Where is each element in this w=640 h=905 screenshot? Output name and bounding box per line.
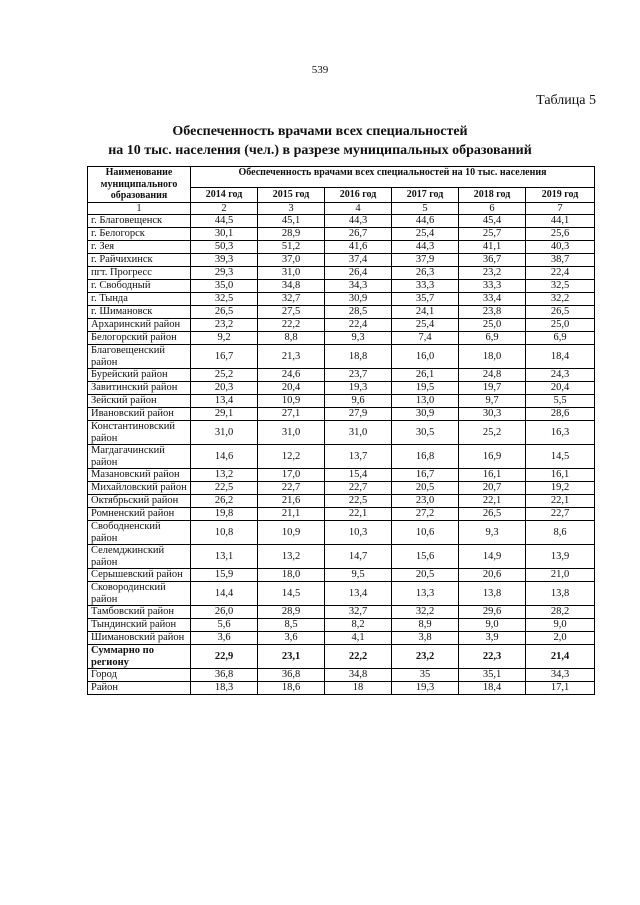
value-cell: 14,7 bbox=[325, 545, 392, 569]
municipality-name-cell: Город bbox=[88, 669, 191, 682]
value-cell: 33,3 bbox=[459, 280, 526, 293]
value-cell: 13,4 bbox=[325, 582, 392, 606]
municipality-name-cell: Селемджинский район bbox=[88, 545, 191, 569]
value-cell: 18,0 bbox=[258, 569, 325, 582]
value-cell: 36,8 bbox=[191, 669, 258, 682]
municipality-name-cell: Шимановский район bbox=[88, 632, 191, 645]
value-cell: 13,9 bbox=[526, 545, 595, 569]
value-cell: 27,5 bbox=[258, 306, 325, 319]
value-cell: 28,2 bbox=[526, 606, 595, 619]
municipality-name-cell: Завитинский район bbox=[88, 382, 191, 395]
column-index-cell: 1 bbox=[88, 202, 191, 215]
value-cell: 28,9 bbox=[258, 228, 325, 241]
table-row bbox=[88, 228, 595, 241]
value-cell: 44,3 bbox=[325, 215, 392, 228]
value-cell: 9,3 bbox=[325, 332, 392, 345]
value-cell: 13,2 bbox=[191, 469, 258, 482]
value-cell: 9,3 bbox=[459, 521, 526, 545]
value-cell: 22,5 bbox=[191, 482, 258, 495]
table-row bbox=[88, 545, 595, 569]
table-row bbox=[88, 445, 595, 469]
value-cell: 24,8 bbox=[459, 369, 526, 382]
value-cell: 30,9 bbox=[325, 293, 392, 306]
value-cell: 44,6 bbox=[392, 215, 459, 228]
value-cell: 33,3 bbox=[392, 280, 459, 293]
value-cell: 25,7 bbox=[459, 228, 526, 241]
value-cell: 22,2 bbox=[258, 319, 325, 332]
value-cell: 6,9 bbox=[526, 332, 595, 345]
value-cell: 3,9 bbox=[459, 632, 526, 645]
value-cell: 22,4 bbox=[526, 267, 595, 280]
value-cell: 21,6 bbox=[258, 495, 325, 508]
value-cell: 30,9 bbox=[392, 408, 459, 421]
value-cell: 39,3 bbox=[191, 254, 258, 267]
value-cell: 13,1 bbox=[191, 545, 258, 569]
municipality-name-cell: Бурейский район bbox=[88, 369, 191, 382]
table-row bbox=[88, 521, 595, 545]
value-cell: 22,3 bbox=[459, 645, 526, 669]
value-cell: 27,9 bbox=[325, 408, 392, 421]
value-cell: 29,3 bbox=[191, 267, 258, 280]
column-index-row bbox=[88, 202, 595, 215]
value-cell: 25,0 bbox=[459, 319, 526, 332]
column-index-cell: 3 bbox=[258, 202, 325, 215]
value-cell: 10,9 bbox=[258, 521, 325, 545]
municipality-name-cell: Сковородинский район bbox=[88, 582, 191, 606]
value-cell: 4,1 bbox=[325, 632, 392, 645]
value-cell: 22,5 bbox=[325, 495, 392, 508]
table-row bbox=[88, 569, 595, 582]
value-cell: 19,3 bbox=[325, 382, 392, 395]
value-cell: 8,8 bbox=[258, 332, 325, 345]
value-cell: 10,3 bbox=[325, 521, 392, 545]
value-cell: 20,5 bbox=[392, 569, 459, 582]
value-cell: 8,2 bbox=[325, 619, 392, 632]
municipality-name-cell: Тындинский район bbox=[88, 619, 191, 632]
value-cell: 29,1 bbox=[191, 408, 258, 421]
value-cell: 16,8 bbox=[392, 445, 459, 469]
title-line-2: на 10 тыс. населения (чел.) в разрезе муниципальных образований bbox=[108, 143, 532, 158]
table-row bbox=[88, 215, 595, 228]
value-cell: 19,7 bbox=[459, 382, 526, 395]
value-cell: 33,4 bbox=[459, 293, 526, 306]
value-cell: 8,9 bbox=[392, 619, 459, 632]
value-cell: 16,9 bbox=[459, 445, 526, 469]
municipality-name-cell: г. Белогорск bbox=[88, 228, 191, 241]
value-cell: 27,1 bbox=[258, 408, 325, 421]
value-cell: 45,4 bbox=[459, 215, 526, 228]
value-cell: 9,5 bbox=[325, 569, 392, 582]
table-row bbox=[88, 345, 595, 369]
municipality-name-cell: Константиновский район bbox=[88, 421, 191, 445]
value-cell: 9,2 bbox=[191, 332, 258, 345]
municipality-name-cell: г. Райчихинск bbox=[88, 254, 191, 267]
value-cell: 22,7 bbox=[258, 482, 325, 495]
value-cell: 25,4 bbox=[392, 228, 459, 241]
value-cell: 22,1 bbox=[526, 495, 595, 508]
value-cell: 22,9 bbox=[191, 645, 258, 669]
value-cell: 32,2 bbox=[526, 293, 595, 306]
value-cell: 16,3 bbox=[526, 421, 595, 445]
doctors-per-10k-table bbox=[87, 166, 595, 695]
value-cell: 27,2 bbox=[392, 508, 459, 521]
value-cell: 7,4 bbox=[392, 332, 459, 345]
value-cell: 28,5 bbox=[325, 306, 392, 319]
year-header: 2014 год bbox=[191, 188, 258, 202]
year-header: 2015 год bbox=[258, 188, 325, 202]
value-cell: 14,9 bbox=[459, 545, 526, 569]
value-cell: 25,0 bbox=[526, 319, 595, 332]
value-cell: 24,1 bbox=[392, 306, 459, 319]
value-cell: 23,0 bbox=[392, 495, 459, 508]
table-row bbox=[88, 508, 595, 521]
value-cell: 5,5 bbox=[526, 395, 595, 408]
value-cell: 30,5 bbox=[392, 421, 459, 445]
value-cell: 50,3 bbox=[191, 241, 258, 254]
municipality-name-cell: Суммарно по региону bbox=[88, 645, 191, 669]
value-cell: 20,4 bbox=[258, 382, 325, 395]
municipality-name-cell: Благовещенский район bbox=[88, 345, 191, 369]
table-row bbox=[88, 306, 595, 319]
table-row bbox=[88, 408, 595, 421]
municipality-name-cell: Район bbox=[88, 682, 191, 695]
value-cell: 26,0 bbox=[191, 606, 258, 619]
value-cell: 25,2 bbox=[459, 421, 526, 445]
column-index-cell: 7 bbox=[526, 202, 595, 215]
table-row bbox=[88, 319, 595, 332]
municipality-name-cell: Октябрьский район bbox=[88, 495, 191, 508]
value-cell: 9,0 bbox=[459, 619, 526, 632]
table-row bbox=[88, 632, 595, 645]
value-cell: 23,2 bbox=[191, 319, 258, 332]
value-cell: 31,0 bbox=[325, 421, 392, 445]
value-cell: 26,2 bbox=[191, 495, 258, 508]
value-cell: 9,6 bbox=[325, 395, 392, 408]
value-cell: 22,4 bbox=[325, 319, 392, 332]
value-cell: 9,0 bbox=[526, 619, 595, 632]
value-cell: 45,1 bbox=[258, 215, 325, 228]
column-index-cell: 4 bbox=[325, 202, 392, 215]
value-cell: 14,5 bbox=[526, 445, 595, 469]
table-row bbox=[88, 369, 595, 382]
page-number: 539 bbox=[311, 64, 329, 76]
value-cell: 13,2 bbox=[258, 545, 325, 569]
value-cell: 31,0 bbox=[191, 421, 258, 445]
municipality-name-cell: Серышевский район bbox=[88, 569, 191, 582]
value-cell: 15,4 bbox=[325, 469, 392, 482]
year-header: 2019 год bbox=[526, 188, 595, 202]
value-cell: 26,1 bbox=[392, 369, 459, 382]
value-cell: 34,3 bbox=[325, 280, 392, 293]
value-cell: 16,0 bbox=[392, 345, 459, 369]
table-row bbox=[88, 606, 595, 619]
value-cell: 44,1 bbox=[526, 215, 595, 228]
value-cell: 14,5 bbox=[258, 582, 325, 606]
value-cell: 26,5 bbox=[526, 306, 595, 319]
column-index-cell: 6 bbox=[459, 202, 526, 215]
municipality-name-cell: Свободненский район bbox=[88, 521, 191, 545]
table-row bbox=[88, 495, 595, 508]
value-cell: 10,9 bbox=[258, 395, 325, 408]
value-cell: 51,2 bbox=[258, 241, 325, 254]
value-cell: 16,1 bbox=[459, 469, 526, 482]
municipality-name-cell: Зейский район bbox=[88, 395, 191, 408]
value-cell: 20,5 bbox=[392, 482, 459, 495]
municipality-name-cell: Белогорский район bbox=[88, 332, 191, 345]
value-cell: 18,3 bbox=[191, 682, 258, 695]
municipality-name-cell: г. Шимановск bbox=[88, 306, 191, 319]
value-cell: 32,5 bbox=[526, 280, 595, 293]
table-row bbox=[88, 267, 595, 280]
value-cell: 35 bbox=[392, 669, 459, 682]
value-cell: 19,5 bbox=[392, 382, 459, 395]
year-header: 2018 год bbox=[459, 188, 526, 202]
document-title bbox=[0, 122, 640, 160]
value-cell: 3,6 bbox=[258, 632, 325, 645]
value-cell: 18,4 bbox=[459, 682, 526, 695]
table-row bbox=[88, 421, 595, 445]
value-cell: 30,3 bbox=[459, 408, 526, 421]
value-cell: 32,7 bbox=[258, 293, 325, 306]
value-cell: 34,8 bbox=[258, 280, 325, 293]
value-cell: 20,6 bbox=[459, 569, 526, 582]
municipality-name-cell: г. Зея bbox=[88, 241, 191, 254]
value-cell: 28,9 bbox=[258, 606, 325, 619]
value-cell: 26,5 bbox=[459, 508, 526, 521]
value-cell: 31,0 bbox=[258, 267, 325, 280]
value-cell: 19,3 bbox=[392, 682, 459, 695]
value-cell: 18,6 bbox=[258, 682, 325, 695]
value-cell: 25,6 bbox=[526, 228, 595, 241]
value-cell: 31,0 bbox=[258, 421, 325, 445]
value-cell: 35,1 bbox=[459, 669, 526, 682]
column-index-cell: 2 bbox=[191, 202, 258, 215]
table-row bbox=[88, 482, 595, 495]
value-cell: 16,7 bbox=[392, 469, 459, 482]
name-column-header: Наименование муниципального образования bbox=[88, 167, 191, 203]
municipality-name-cell: г. Тында bbox=[88, 293, 191, 306]
value-cell: 34,3 bbox=[526, 669, 595, 682]
municipality-name-cell: Михайловский район bbox=[88, 482, 191, 495]
value-cell: 44,3 bbox=[392, 241, 459, 254]
value-cell: 18,0 bbox=[459, 345, 526, 369]
year-header: 2017 год bbox=[392, 188, 459, 202]
value-cell: 21,0 bbox=[526, 569, 595, 582]
value-cell: 23,7 bbox=[325, 369, 392, 382]
value-cell: 20,7 bbox=[459, 482, 526, 495]
table-row bbox=[88, 619, 595, 632]
value-cell: 18 bbox=[325, 682, 392, 695]
value-cell: 22,1 bbox=[459, 495, 526, 508]
value-cell: 26,5 bbox=[191, 306, 258, 319]
group-column-header: Обеспеченность врачами всех специальностей на 10 тыс. населения bbox=[191, 167, 595, 188]
value-cell: 21,1 bbox=[258, 508, 325, 521]
value-cell: 37,0 bbox=[258, 254, 325, 267]
value-cell: 40,3 bbox=[526, 241, 595, 254]
value-cell: 24,6 bbox=[258, 369, 325, 382]
value-cell: 26,4 bbox=[325, 267, 392, 280]
municipality-name-cell: Магдагачинский район bbox=[88, 445, 191, 469]
value-cell: 30,1 bbox=[191, 228, 258, 241]
value-cell: 22,2 bbox=[325, 645, 392, 669]
municipality-name-cell: г. Свободный bbox=[88, 280, 191, 293]
value-cell: 37,4 bbox=[325, 254, 392, 267]
value-cell: 26,7 bbox=[325, 228, 392, 241]
municipality-name-cell: Ивановский район bbox=[88, 408, 191, 421]
value-cell: 20,3 bbox=[191, 382, 258, 395]
table-row bbox=[88, 254, 595, 267]
value-cell: 22,7 bbox=[526, 508, 595, 521]
value-cell: 8,5 bbox=[258, 619, 325, 632]
table-row bbox=[88, 332, 595, 345]
value-cell: 3,6 bbox=[191, 632, 258, 645]
value-cell: 37,9 bbox=[392, 254, 459, 267]
value-cell: 41,6 bbox=[325, 241, 392, 254]
value-cell: 36,8 bbox=[258, 669, 325, 682]
value-cell: 19,8 bbox=[191, 508, 258, 521]
value-cell: 23,2 bbox=[459, 267, 526, 280]
value-cell: 35,0 bbox=[191, 280, 258, 293]
value-cell: 18,8 bbox=[325, 345, 392, 369]
table-row bbox=[88, 682, 595, 695]
value-cell: 13,4 bbox=[191, 395, 258, 408]
value-cell: 16,1 bbox=[526, 469, 595, 482]
value-cell: 10,6 bbox=[392, 521, 459, 545]
value-cell: 19,2 bbox=[526, 482, 595, 495]
value-cell: 6,9 bbox=[459, 332, 526, 345]
value-cell: 8,6 bbox=[526, 521, 595, 545]
value-cell: 28,6 bbox=[526, 408, 595, 421]
table-row bbox=[88, 241, 595, 254]
table-row bbox=[88, 469, 595, 482]
table-label: Таблица 5 bbox=[536, 93, 596, 108]
municipality-name-cell: Тамбовский район bbox=[88, 606, 191, 619]
value-cell: 17,0 bbox=[258, 469, 325, 482]
value-cell: 14,6 bbox=[191, 445, 258, 469]
value-cell: 21,4 bbox=[526, 645, 595, 669]
value-cell: 32,2 bbox=[392, 606, 459, 619]
value-cell: 5,6 bbox=[191, 619, 258, 632]
value-cell: 13,7 bbox=[325, 445, 392, 469]
column-index-cell: 5 bbox=[392, 202, 459, 215]
value-cell: 13,8 bbox=[459, 582, 526, 606]
municipality-name-cell: г. Благовещенск bbox=[88, 215, 191, 228]
value-cell: 20,4 bbox=[526, 382, 595, 395]
table-row bbox=[88, 645, 595, 669]
value-cell: 9,7 bbox=[459, 395, 526, 408]
title-line-1: Обеспеченность врачами всех специальностей bbox=[172, 124, 468, 139]
value-cell: 24,3 bbox=[526, 369, 595, 382]
value-cell: 13,3 bbox=[392, 582, 459, 606]
value-cell: 2,0 bbox=[526, 632, 595, 645]
value-cell: 17,1 bbox=[526, 682, 595, 695]
value-cell: 3,8 bbox=[392, 632, 459, 645]
value-cell: 12,2 bbox=[258, 445, 325, 469]
value-cell: 15,9 bbox=[191, 569, 258, 582]
value-cell: 13,8 bbox=[526, 582, 595, 606]
value-cell: 32,5 bbox=[191, 293, 258, 306]
value-cell: 35,7 bbox=[392, 293, 459, 306]
value-cell: 32,7 bbox=[325, 606, 392, 619]
year-header: 2016 год bbox=[325, 188, 392, 202]
value-cell: 34,8 bbox=[325, 669, 392, 682]
value-cell: 25,4 bbox=[392, 319, 459, 332]
value-cell: 41,1 bbox=[459, 241, 526, 254]
value-cell: 25,2 bbox=[191, 369, 258, 382]
value-cell: 18,4 bbox=[526, 345, 595, 369]
value-cell: 22,1 bbox=[325, 508, 392, 521]
municipality-name-cell: Архаринский район bbox=[88, 319, 191, 332]
value-cell: 15,6 bbox=[392, 545, 459, 569]
municipality-name-cell: пгт. Прогресс bbox=[88, 267, 191, 280]
value-cell: 36,7 bbox=[459, 254, 526, 267]
value-cell: 13,0 bbox=[392, 395, 459, 408]
table-row bbox=[88, 293, 595, 306]
table-row bbox=[88, 382, 595, 395]
table-row bbox=[88, 280, 595, 293]
value-cell: 14,4 bbox=[191, 582, 258, 606]
municipality-name-cell: Ромненский район bbox=[88, 508, 191, 521]
value-cell: 44,5 bbox=[191, 215, 258, 228]
value-cell: 26,3 bbox=[392, 267, 459, 280]
municipality-name-cell: Мазановский район bbox=[88, 469, 191, 482]
value-cell: 23,8 bbox=[459, 306, 526, 319]
value-cell: 22,7 bbox=[325, 482, 392, 495]
table-row bbox=[88, 395, 595, 408]
value-cell: 10,8 bbox=[191, 521, 258, 545]
value-cell: 38,7 bbox=[526, 254, 595, 267]
value-cell: 23,1 bbox=[258, 645, 325, 669]
value-cell: 16,7 bbox=[191, 345, 258, 369]
value-cell: 21,3 bbox=[258, 345, 325, 369]
table-row bbox=[88, 582, 595, 606]
table-row bbox=[88, 669, 595, 682]
value-cell: 23,2 bbox=[392, 645, 459, 669]
value-cell: 29,6 bbox=[459, 606, 526, 619]
